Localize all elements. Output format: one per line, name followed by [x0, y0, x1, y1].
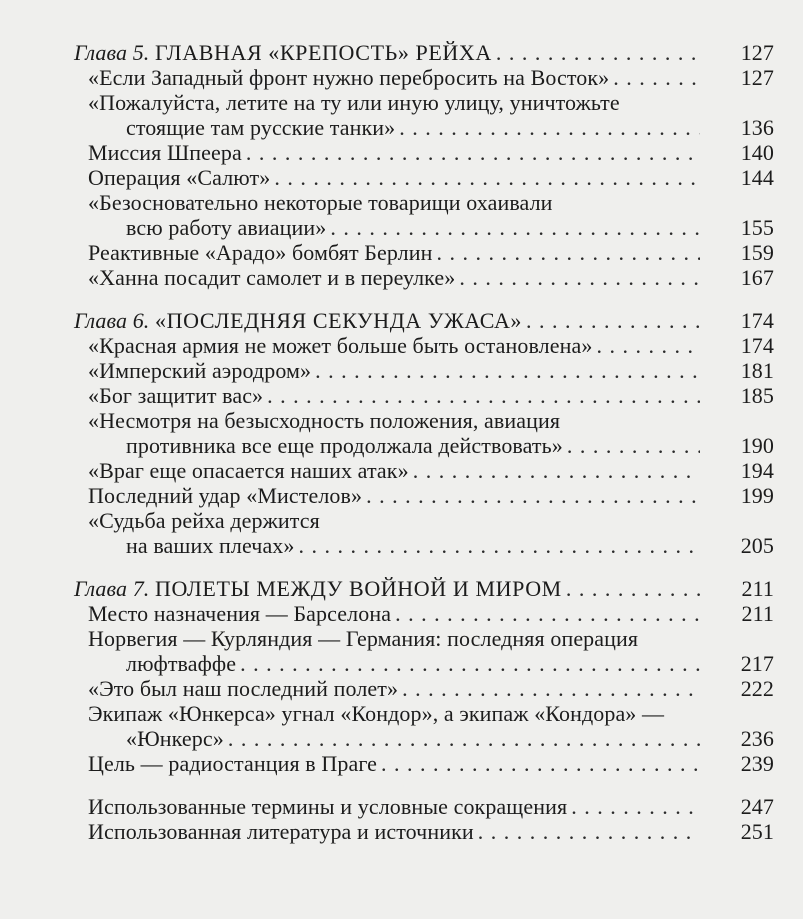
page-number: 185 [740, 383, 774, 408]
appendix-section [74, 794, 774, 844]
dot-leader [478, 819, 700, 844]
toc-entry-text: люфтваффе [126, 651, 237, 676]
dot-leader [413, 458, 700, 483]
chapter-heading [74, 40, 774, 65]
page-number: 144 [740, 165, 774, 190]
page-number: 181 [740, 358, 774, 383]
page-number: 239 [740, 751, 774, 776]
chapter-label: Глава 7. [74, 576, 150, 601]
toc-entry [74, 601, 774, 626]
page-number: 247 [740, 794, 774, 819]
toc-entry-text: на ваших плечах» [126, 533, 295, 558]
toc-entry [74, 458, 774, 483]
dot-leader [299, 533, 700, 558]
toc-entry [74, 701, 774, 751]
page-number: 167 [740, 265, 774, 290]
chapter-section [74, 576, 774, 776]
toc-entry [74, 140, 774, 165]
chapter-section [74, 40, 774, 290]
dot-leader [240, 651, 700, 676]
page-number: 205 [740, 533, 774, 558]
toc-entry-text: Место назначения — Барселона [88, 601, 392, 626]
toc-entry [74, 508, 774, 558]
dot-leader [315, 358, 700, 383]
toc-entry [74, 333, 774, 358]
dot-leader [613, 65, 700, 90]
toc-entry-text: «Ханна посадит самолет и в переулке» [88, 265, 456, 290]
toc-entry [74, 358, 774, 383]
table-of-contents [74, 40, 774, 862]
dot-leader [366, 483, 700, 508]
page-number: 136 [740, 115, 774, 140]
toc-entry-text: «Это был наш последний полет» [88, 676, 399, 701]
chapter-label: Глава 5. [74, 40, 150, 65]
toc-entry-text: «Враг еще опасается наших атак» [88, 458, 409, 483]
dot-leader [399, 115, 700, 140]
toc-entry [74, 65, 774, 90]
dot-leader [459, 265, 700, 290]
toc-entry [74, 383, 774, 408]
dot-leader [402, 676, 700, 701]
dot-leader [571, 794, 700, 819]
page-number: 251 [740, 819, 774, 844]
page-number: 211 [741, 576, 774, 601]
toc-entry [74, 165, 774, 190]
toc-entry-text: Операция «Салют» [88, 165, 271, 190]
toc-entry [74, 819, 774, 844]
page-number: 127 [740, 40, 774, 65]
toc-entry-text: «Судьба рейха держится [88, 508, 320, 533]
page-number: 155 [740, 215, 774, 240]
toc-entry-text: Норвегия — Курляндия — Германия: последняя операция [88, 626, 639, 651]
toc-entry [74, 751, 774, 776]
chapter-section [74, 308, 774, 558]
page-number: 190 [740, 433, 774, 458]
toc-entry-text: Реактивные «Арадо» бомбят Берлин [88, 240, 433, 265]
toc-entry [74, 483, 774, 508]
dot-leader [228, 726, 700, 751]
page-number: 140 [740, 140, 774, 165]
toc-entry [74, 265, 774, 290]
toc-entry-text: «Бог защитит вас» [88, 383, 264, 408]
toc-entry-text: Экипаж «Юнкерса» угнал «Кондор», а экипаж «Кондора» — [88, 701, 665, 726]
toc-entry-text: Последний удар «Мистелов» [88, 483, 363, 508]
toc-entry [74, 626, 774, 676]
dot-leader [496, 40, 700, 65]
toc-entry-text: Использованные термины и условные сокращения [88, 794, 568, 819]
dot-leader [596, 333, 700, 358]
page-number: 199 [740, 483, 774, 508]
toc-entry [74, 676, 774, 701]
toc-entry-text: Миссия Шпеера [88, 140, 242, 165]
page-number: 222 [740, 676, 774, 701]
chapter-title: ГЛАВНАЯ «КРЕПОСТЬ» РЕЙХА [155, 40, 492, 65]
toc-entry-text: «Юнкерс» [126, 726, 224, 751]
toc-entry-text: «Имперский аэродром» [88, 358, 312, 383]
toc-entry-text: всю работу авиации» [126, 215, 327, 240]
page-number: 174 [740, 308, 774, 333]
dot-leader [381, 751, 700, 776]
page-number: 236 [740, 726, 774, 751]
toc-entry [74, 794, 774, 819]
toc-entry-text: «Несмотря на безысходность положения, авиация [88, 408, 561, 433]
chapter-heading [74, 308, 774, 333]
dot-leader [395, 601, 700, 626]
toc-entry-text: стоящие там русские танки» [126, 115, 396, 140]
toc-entry-text: «Безосновательно некоторые товарищи охаивали [88, 190, 553, 215]
dot-leader [567, 433, 700, 458]
page-number: 217 [740, 651, 774, 676]
chapter-title: ПОЛЕТЫ МЕЖДУ ВОЙНОЙ И МИРОМ [155, 576, 562, 601]
page-number: 211 [741, 601, 774, 626]
dot-leader [267, 383, 700, 408]
toc-entry-text: Цель — радиостанция в Праге [88, 751, 378, 776]
dot-leader [437, 240, 701, 265]
chapter-title: «ПОСЛЕДНЯЯ СЕКУНДА УЖАСА» [155, 308, 523, 333]
dot-leader [526, 308, 700, 333]
toc-entry-text: «Пожалуйста, летите на ту или иную улицу, уничтожьте [88, 90, 620, 115]
chapter-heading [74, 576, 774, 601]
page-number: 194 [740, 458, 774, 483]
page-number: 174 [740, 333, 774, 358]
toc-entry-text: «Если Западный фронт нужно перебросить на Восток» [88, 65, 610, 90]
toc-entry [74, 240, 774, 265]
toc-entry [74, 190, 774, 240]
toc-entry [74, 408, 774, 458]
toc-entry-text: «Красная армия не может больше быть остановлена» [88, 333, 593, 358]
toc-entry [74, 90, 774, 140]
dot-leader [274, 165, 700, 190]
page-number: 127 [740, 65, 774, 90]
toc-entry-text: противника все еще продолжала действовать» [126, 433, 563, 458]
chapter-label: Глава 6. [74, 308, 150, 333]
toc-entry-text: Использованная литература и источники [88, 819, 474, 844]
dot-leader [330, 215, 700, 240]
page-number: 159 [740, 240, 774, 265]
dot-leader [246, 140, 700, 165]
dot-leader [566, 576, 700, 601]
